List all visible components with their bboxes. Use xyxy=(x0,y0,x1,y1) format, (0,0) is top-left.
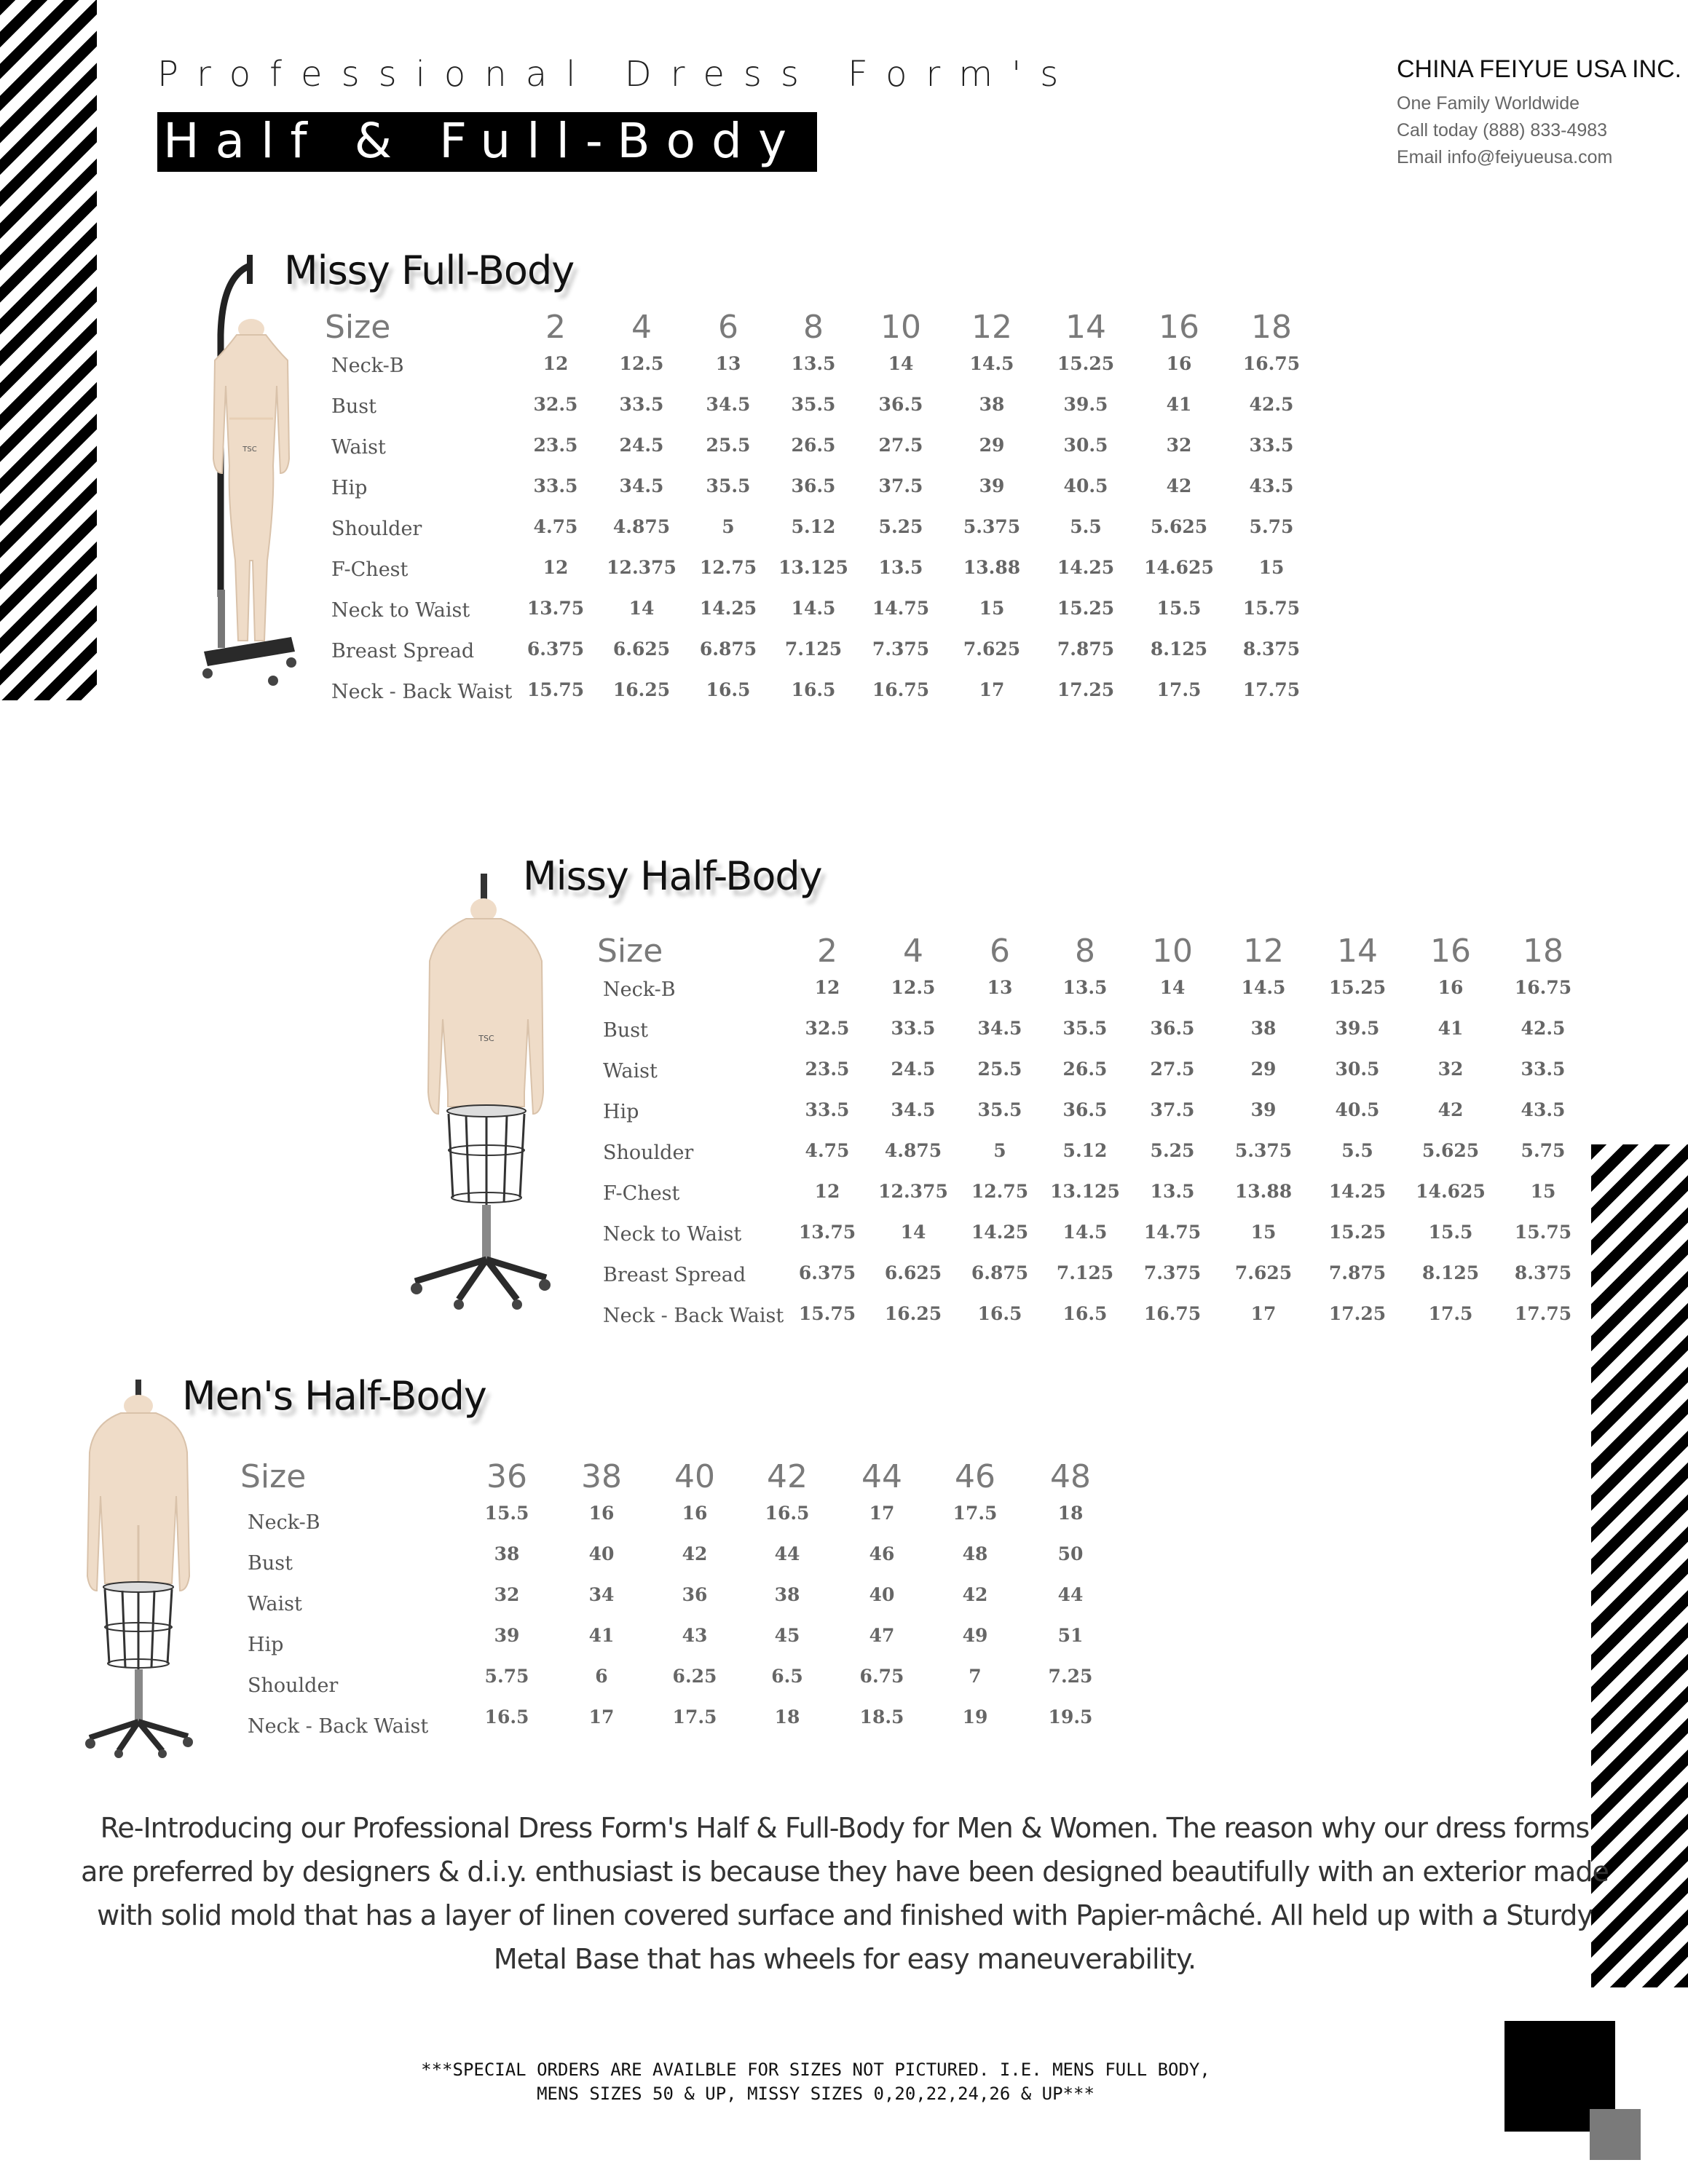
table-cell: 15.5 xyxy=(1156,598,1202,619)
table-cell: 5.75 xyxy=(1521,1140,1566,1161)
table-cell: 15 xyxy=(979,598,1005,619)
table-cell: 12.5 xyxy=(619,353,664,374)
table-cell: 17 xyxy=(979,679,1005,700)
table-cell: 14.25 xyxy=(699,598,757,619)
table-cell: 4.75 xyxy=(533,516,578,537)
size-header-48: 48 xyxy=(1050,1458,1091,1495)
intro-paragraph: Re-Introducing our Professional Dress Form's Half & Full-Body for Men & Women. The reason why our dress forms are preferred by designers & d.i.y. enthusiast is because they have been designed beautifully with an exterior made with solid mold that has a layer of linen covered surface and finished with Papier-mâché. All held up with a Sturdy Metal Base that has wheels for easy maneuverability. xyxy=(81,1812,1609,1975)
half-body-dress-form-image xyxy=(408,874,553,1310)
table-cell: 7.875 xyxy=(1057,638,1115,660)
size-header-40: 40 xyxy=(674,1458,715,1495)
table-cell: 14.5 xyxy=(791,598,836,619)
size-header-2: 2 xyxy=(817,933,837,970)
table-cell: 36.5 xyxy=(1150,1018,1195,1039)
table-cell: 18 xyxy=(774,1706,800,1728)
size-header-16: 16 xyxy=(1159,309,1199,346)
table-cell: 39 xyxy=(494,1625,520,1646)
missy-full-body-title: Missy Full-Body xyxy=(284,248,575,293)
table-cell: 16.75 xyxy=(1242,353,1301,374)
size-header-4: 4 xyxy=(631,309,652,346)
table-cell: 35.5 xyxy=(706,475,751,496)
table-cell: 5 xyxy=(722,516,735,537)
table-cell: 14.25 xyxy=(1057,557,1115,578)
table-cell: 30.5 xyxy=(1063,435,1108,456)
size-header-16: 16 xyxy=(1430,933,1471,970)
table-cell: 17.5 xyxy=(953,1503,998,1524)
table-cell: 16.75 xyxy=(1143,1303,1202,1324)
table-cell: 25.5 xyxy=(977,1059,1022,1080)
row-label: Neck - Back Waist xyxy=(248,1715,429,1738)
missy-full-size-label: Size xyxy=(325,309,391,346)
table-cell: 6.625 xyxy=(612,638,671,660)
company-tagline: One Family Worldwide xyxy=(1397,93,1580,114)
company-phone: Call today (888) 833-4983 xyxy=(1397,120,1608,141)
size-header-6: 6 xyxy=(990,933,1010,970)
size-header-14: 14 xyxy=(1065,309,1106,346)
table-cell: 17 xyxy=(588,1706,615,1728)
table-cell: 36.5 xyxy=(878,394,923,415)
table-cell: 15.25 xyxy=(1328,1222,1387,1243)
table-cell: 7.25 xyxy=(1048,1666,1093,1687)
table-cell: 17.5 xyxy=(1428,1303,1473,1324)
table-cell: 5.625 xyxy=(1150,516,1208,537)
table-cell: 5.5 xyxy=(1070,516,1102,537)
table-cell: 5.25 xyxy=(1150,1140,1195,1161)
table-cell: 13.5 xyxy=(878,557,923,578)
table-cell: 38 xyxy=(1250,1018,1277,1039)
table-cell: 42 xyxy=(962,1584,988,1605)
table-cell: 32 xyxy=(494,1584,520,1605)
table-cell: 5.75 xyxy=(1249,516,1294,537)
table-cell: 6.375 xyxy=(798,1262,856,1283)
size-header-18: 18 xyxy=(1523,933,1563,970)
table-cell: 8.375 xyxy=(1514,1262,1572,1283)
table-cell: 17.25 xyxy=(1057,679,1115,700)
table-cell: 51 xyxy=(1057,1625,1084,1646)
table-cell: 34.5 xyxy=(977,1018,1022,1039)
table-cell: 39 xyxy=(1250,1099,1277,1120)
svg-text:TSC: TSC xyxy=(242,446,257,454)
table-cell: 15.75 xyxy=(526,679,585,700)
table-cell: 39.5 xyxy=(1063,394,1108,415)
row-label: Hip xyxy=(331,477,368,499)
table-cell: 49 xyxy=(962,1625,988,1646)
table-cell: 30.5 xyxy=(1335,1059,1380,1080)
table-cell: 14.75 xyxy=(1143,1222,1202,1243)
table-cell: 13 xyxy=(715,353,741,374)
row-label: Hip xyxy=(248,1634,284,1656)
table-cell: 17.5 xyxy=(1156,679,1202,700)
table-cell: 5.12 xyxy=(1062,1140,1108,1161)
table-cell: 15.5 xyxy=(484,1503,529,1524)
decorative-gray-square xyxy=(1590,2109,1641,2160)
size-header-38: 38 xyxy=(581,1458,622,1495)
size-header-2: 2 xyxy=(545,309,566,346)
table-cell: 16.5 xyxy=(791,679,836,700)
table-cell: 16.75 xyxy=(1514,977,1572,998)
table-cell: 13.75 xyxy=(798,1222,856,1243)
row-label: Neck-B xyxy=(603,978,676,1001)
size-header-8: 8 xyxy=(1075,933,1095,970)
table-cell: 16.5 xyxy=(484,1706,529,1728)
table-cell: 13.5 xyxy=(1150,1181,1195,1202)
table-cell: 6.75 xyxy=(859,1666,904,1687)
size-header-44: 44 xyxy=(861,1458,902,1495)
table-cell: 38 xyxy=(774,1584,800,1605)
row-label: Shoulder xyxy=(248,1674,339,1697)
table-cell: 24.5 xyxy=(891,1059,936,1080)
table-cell: 15.5 xyxy=(1428,1222,1473,1243)
table-cell: 12.5 xyxy=(891,977,936,998)
table-cell: 38 xyxy=(494,1543,520,1564)
row-label: Bust xyxy=(603,1019,648,1042)
table-cell: 43.5 xyxy=(1521,1099,1566,1120)
table-cell: 12 xyxy=(814,1181,840,1202)
table-cell: 27.5 xyxy=(878,435,923,456)
table-cell: 6.875 xyxy=(971,1262,1029,1283)
mens-half-body-title: Men's Half-Body xyxy=(182,1373,486,1419)
table-cell: 5.75 xyxy=(484,1666,529,1687)
table-cell: 33.5 xyxy=(1521,1059,1566,1080)
table-cell: 32.5 xyxy=(805,1018,850,1039)
table-cell: 33.5 xyxy=(619,394,664,415)
table-cell: 14.25 xyxy=(971,1222,1029,1243)
table-cell: 26.5 xyxy=(791,435,836,456)
table-cell: 15.75 xyxy=(1242,598,1301,619)
table-cell: 6.625 xyxy=(884,1262,942,1283)
table-cell: 14.5 xyxy=(1241,977,1286,998)
size-header-10: 10 xyxy=(1152,933,1193,970)
table-cell: 36 xyxy=(682,1584,708,1605)
table-cell: 40 xyxy=(869,1584,895,1605)
table-cell: 12 xyxy=(543,353,569,374)
size-header-18: 18 xyxy=(1251,309,1292,346)
table-cell: 42.5 xyxy=(1249,394,1294,415)
table-cell: 17.75 xyxy=(1514,1303,1572,1324)
table-cell: 15 xyxy=(1258,557,1285,578)
table-cell: 8.125 xyxy=(1421,1262,1480,1283)
table-cell: 38 xyxy=(979,394,1005,415)
svg-text:TSC: TSC xyxy=(478,1034,494,1043)
table-cell: 17 xyxy=(1250,1303,1277,1324)
table-cell: 13.5 xyxy=(791,353,836,374)
row-label: Neck-B xyxy=(248,1511,320,1534)
table-cell: 15.75 xyxy=(1514,1222,1572,1243)
table-cell: 4.75 xyxy=(805,1140,850,1161)
table-cell: 16 xyxy=(1166,353,1192,374)
table-cell: 15.25 xyxy=(1328,977,1387,998)
mens-dress-form-image xyxy=(79,1380,195,1758)
table-cell: 45 xyxy=(774,1625,800,1646)
table-cell: 42.5 xyxy=(1521,1018,1566,1039)
table-cell: 5.625 xyxy=(1421,1140,1480,1161)
header-title-line2: Half & Full-Body xyxy=(157,112,817,172)
table-cell: 4.875 xyxy=(612,516,671,537)
row-label: Waist xyxy=(603,1060,658,1083)
table-cell: 50 xyxy=(1057,1543,1084,1564)
table-cell: 42 xyxy=(1166,475,1192,496)
size-header-42: 42 xyxy=(767,1458,808,1495)
table-cell: 40.5 xyxy=(1335,1099,1380,1120)
table-cell: 17.5 xyxy=(672,1706,717,1728)
table-cell: 13.88 xyxy=(963,557,1021,578)
table-cell: 33.5 xyxy=(805,1099,850,1120)
table-cell: 34.5 xyxy=(891,1099,936,1120)
table-cell: 26.5 xyxy=(1062,1059,1108,1080)
size-header-12: 12 xyxy=(1243,933,1284,970)
table-cell: 42 xyxy=(682,1543,708,1564)
row-label: Neck-B xyxy=(331,355,404,377)
table-cell: 16 xyxy=(682,1503,708,1524)
table-cell: 18.5 xyxy=(859,1706,904,1728)
table-cell: 4.875 xyxy=(884,1140,942,1161)
table-cell: 7.125 xyxy=(784,638,843,660)
size-header-12: 12 xyxy=(971,309,1012,346)
table-cell: 34.5 xyxy=(706,394,751,415)
table-cell: 7 xyxy=(969,1666,982,1687)
table-cell: 41 xyxy=(588,1625,615,1646)
table-cell: 32 xyxy=(1437,1059,1464,1080)
table-cell: 6.875 xyxy=(699,638,757,660)
table-cell: 29 xyxy=(979,435,1005,456)
table-cell: 33.5 xyxy=(533,475,578,496)
table-cell: 5.375 xyxy=(963,516,1021,537)
row-label: F-Chest xyxy=(603,1182,680,1205)
table-cell: 7.875 xyxy=(1328,1262,1387,1283)
table-cell: 12.375 xyxy=(878,1181,948,1202)
size-header-6: 6 xyxy=(718,309,738,346)
table-cell: 41 xyxy=(1166,394,1192,415)
size-header-14: 14 xyxy=(1337,933,1378,970)
table-cell: 14 xyxy=(1159,977,1186,998)
table-cell: 16.25 xyxy=(612,679,671,700)
row-label: Neck - Back Waist xyxy=(603,1305,784,1327)
table-cell: 46 xyxy=(869,1543,895,1564)
table-cell: 13.88 xyxy=(1234,1181,1293,1202)
table-cell: 39 xyxy=(979,475,1005,496)
table-cell: 43 xyxy=(682,1625,708,1646)
table-cell: 13.125 xyxy=(778,557,848,578)
table-cell: 6.5 xyxy=(771,1666,803,1687)
table-cell: 44 xyxy=(1057,1584,1084,1605)
table-cell: 13.125 xyxy=(1050,1181,1120,1202)
company-email[interactable]: Email info@feiyueusa.com xyxy=(1397,147,1613,167)
table-cell: 33.5 xyxy=(1249,435,1294,456)
table-cell: 14.5 xyxy=(969,353,1014,374)
table-cell: 19 xyxy=(962,1706,988,1728)
table-cell: 14.75 xyxy=(872,598,930,619)
table-cell: 23.5 xyxy=(805,1059,850,1080)
table-cell: 17.25 xyxy=(1328,1303,1387,1324)
table-cell: 7.625 xyxy=(1234,1262,1293,1283)
table-cell: 14 xyxy=(900,1222,926,1243)
table-cell: 32 xyxy=(1166,435,1192,456)
table-cell: 47 xyxy=(869,1625,895,1646)
table-cell: 37.5 xyxy=(878,475,923,496)
table-cell: 5.25 xyxy=(878,516,923,537)
table-cell: 14.5 xyxy=(1062,1222,1108,1243)
table-cell: 5.12 xyxy=(791,516,836,537)
company-name: CHINA FEIYUE USA INC. xyxy=(1397,55,1682,83)
table-cell: 23.5 xyxy=(533,435,578,456)
table-cell: 5.375 xyxy=(1234,1140,1293,1161)
table-cell: 14.625 xyxy=(1144,557,1214,578)
table-cell: 35.5 xyxy=(977,1099,1022,1120)
table-cell: 36.5 xyxy=(1062,1099,1108,1120)
table-cell: 43.5 xyxy=(1249,475,1294,496)
table-cell: 15 xyxy=(1250,1222,1277,1243)
table-cell: 40.5 xyxy=(1063,475,1108,496)
table-cell: 6.375 xyxy=(526,638,585,660)
table-cell: 13.5 xyxy=(1062,977,1108,998)
row-label: Neck - Back Waist xyxy=(331,681,513,703)
size-header-46: 46 xyxy=(955,1458,995,1495)
table-cell: 27.5 xyxy=(1150,1059,1195,1080)
row-label: Breast Spread xyxy=(331,640,475,662)
table-cell: 6 xyxy=(595,1666,608,1687)
table-cell: 34 xyxy=(588,1584,615,1605)
table-cell: 32.5 xyxy=(533,394,578,415)
table-cell: 12.75 xyxy=(971,1181,1029,1202)
table-cell: 24.5 xyxy=(619,435,664,456)
row-label: Waist xyxy=(331,436,386,459)
table-cell: 8.375 xyxy=(1242,638,1301,660)
row-label: Neck to Waist xyxy=(603,1223,742,1246)
header-title-line1: Professional Dress Form's xyxy=(157,54,1078,95)
table-cell: 36.5 xyxy=(791,475,836,496)
table-cell: 17 xyxy=(869,1503,895,1524)
table-cell: 40 xyxy=(588,1543,615,1564)
table-cell: 14 xyxy=(888,353,914,374)
row-label: Waist xyxy=(248,1593,302,1615)
row-label: Bust xyxy=(331,395,376,418)
special-orders-note: ***SPECIAL ORDERS ARE AVAILBLE FOR SIZES NOT PICTURED. I.E. MENS FULL BODY, MENS SIZES 50 & UP, MISSY SIZES 0,20,22,24,26 & UP*** xyxy=(421,2060,1210,2104)
size-header-4: 4 xyxy=(903,933,923,970)
table-cell: 34.5 xyxy=(619,475,664,496)
row-label: Neck to Waist xyxy=(331,599,470,622)
table-cell: 16 xyxy=(588,1503,615,1524)
table-cell: 15 xyxy=(1530,1181,1556,1202)
table-cell: 42 xyxy=(1437,1099,1464,1120)
table-cell: 6.25 xyxy=(672,1666,717,1687)
table-cell: 12 xyxy=(814,977,840,998)
table-cell: 18 xyxy=(1057,1503,1084,1524)
table-cell: 17.75 xyxy=(1242,679,1301,700)
table-cell: 5.5 xyxy=(1341,1140,1373,1161)
table-cell: 15.25 xyxy=(1057,353,1115,374)
table-cell: 7.375 xyxy=(1143,1262,1202,1283)
table-cell: 5 xyxy=(993,1140,1006,1161)
row-label: F-Chest xyxy=(331,558,409,581)
table-cell: 33.5 xyxy=(891,1018,936,1039)
table-cell: 16.5 xyxy=(1062,1303,1108,1324)
row-label: Shoulder xyxy=(603,1142,694,1164)
table-cell: 37.5 xyxy=(1150,1099,1195,1120)
table-cell: 14.25 xyxy=(1328,1181,1387,1202)
table-cell: 39.5 xyxy=(1335,1018,1380,1039)
table-cell: 16.5 xyxy=(765,1503,810,1524)
row-label: Hip xyxy=(603,1101,639,1123)
table-cell: 48 xyxy=(962,1543,988,1564)
table-cell: 7.625 xyxy=(963,638,1021,660)
table-cell: 16.75 xyxy=(872,679,930,700)
size-header-36: 36 xyxy=(486,1458,527,1495)
table-cell: 44 xyxy=(774,1543,800,1564)
table-cell: 19.5 xyxy=(1048,1706,1093,1728)
table-cell: 13 xyxy=(987,977,1013,998)
size-header-10: 10 xyxy=(880,309,921,346)
table-cell: 14 xyxy=(628,598,655,619)
missy-half-body-title: Missy Half-Body xyxy=(523,853,822,899)
table-cell: 35.5 xyxy=(1062,1018,1108,1039)
table-cell: 16.25 xyxy=(884,1303,942,1324)
table-cell: 25.5 xyxy=(706,435,751,456)
table-cell: 12.75 xyxy=(699,557,757,578)
table-cell: 35.5 xyxy=(791,394,836,415)
decorative-stripes-left xyxy=(0,0,97,700)
table-cell: 29 xyxy=(1250,1059,1277,1080)
table-cell: 15.75 xyxy=(798,1303,856,1324)
table-cell: 12.375 xyxy=(607,557,677,578)
size-header-8: 8 xyxy=(803,309,824,346)
missy-half-size-label: Size xyxy=(597,933,663,970)
table-cell: 13.75 xyxy=(526,598,585,619)
table-cell: 7.125 xyxy=(1056,1262,1114,1283)
table-cell: 15.25 xyxy=(1057,598,1115,619)
row-label: Bust xyxy=(248,1552,293,1575)
table-cell: 16 xyxy=(1437,977,1464,998)
table-cell: 41 xyxy=(1437,1018,1464,1039)
table-cell: 12 xyxy=(543,557,569,578)
row-label: Shoulder xyxy=(331,518,422,540)
table-cell: 8.125 xyxy=(1150,638,1208,660)
mens-half-size-label: Size xyxy=(240,1458,307,1495)
table-cell: 14.625 xyxy=(1416,1181,1486,1202)
full-body-dress-form-image xyxy=(186,255,302,692)
table-cell: 7.375 xyxy=(872,638,930,660)
table-cell: 16.5 xyxy=(706,679,751,700)
row-label: Breast Spread xyxy=(603,1264,746,1286)
table-cell: 16.5 xyxy=(977,1303,1022,1324)
